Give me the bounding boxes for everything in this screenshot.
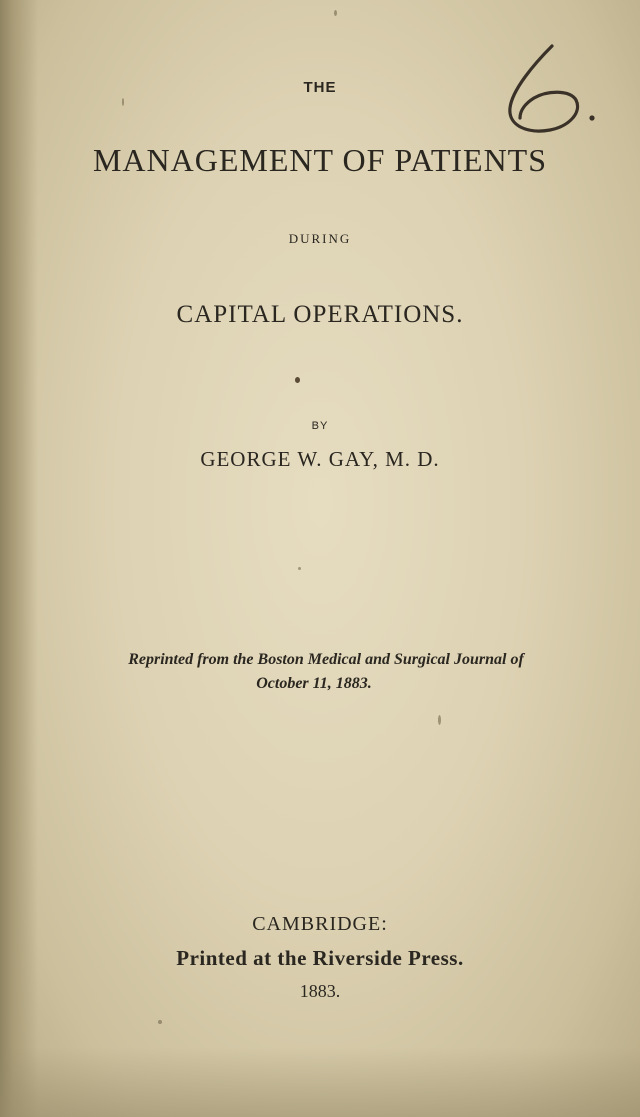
imprint-year: 1883. (299, 981, 341, 1001)
imprint-city: CAMBRIDGE: (252, 913, 388, 935)
reprint-note-line2: October 11, 1883. (256, 675, 372, 692)
paper-speck (122, 98, 124, 106)
paper-speck (158, 1020, 162, 1024)
page-bottom-stain (0, 1047, 640, 1117)
imprint-printer: Printed at the Riverside Press. (176, 946, 464, 970)
paper-speck (298, 567, 301, 570)
reprint-note-line1: Reprinted from the Boston Medical and Surgical Journal of (128, 651, 524, 668)
by-label: BY (311, 420, 329, 432)
author-name: GEORGE W. GAY, M. D. (200, 447, 440, 471)
handwritten-number-mark (500, 38, 600, 138)
title-subject: CAPITAL OPERATIONS. (176, 301, 464, 328)
ornament-dot (295, 377, 300, 383)
paper-speck (438, 715, 441, 725)
main-title: MANAGEMENT OF PATIENTS (92, 142, 548, 178)
title-article: THE (303, 79, 337, 96)
title-during: DURING (288, 231, 352, 246)
paper-speck (334, 10, 337, 16)
